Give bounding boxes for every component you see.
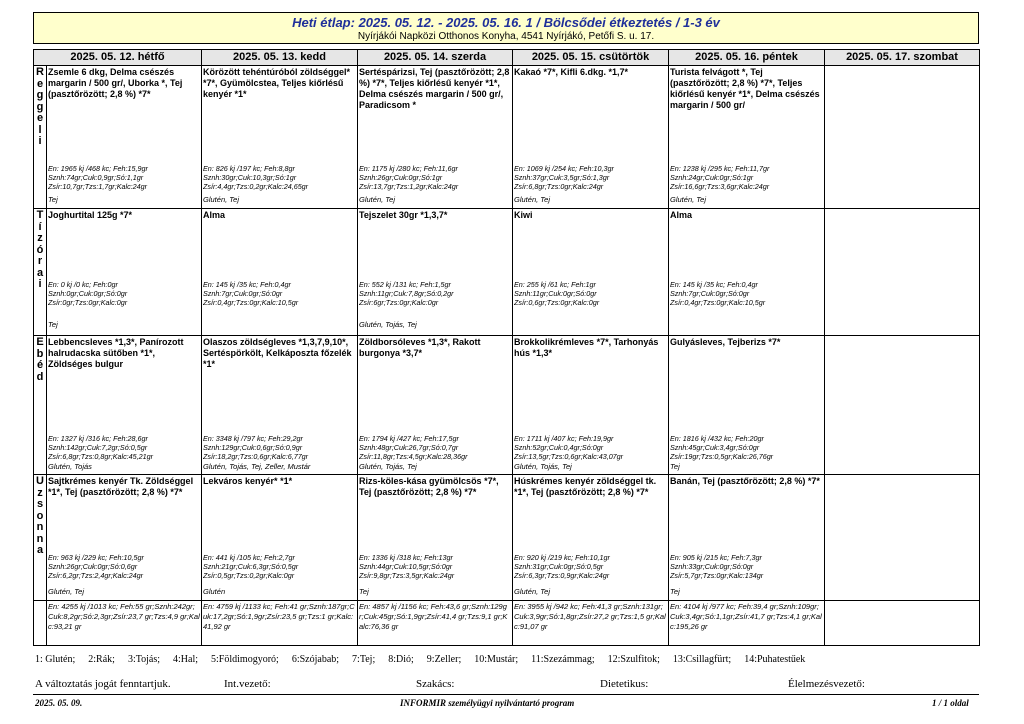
allergen-legend-item: 9:Zeller; xyxy=(426,654,462,665)
nutrition-line: Sznh:48gr;Cuk:26,7gr;Só:0,7gr xyxy=(359,443,459,452)
allergen-legend-item: 14:Puhatestűek xyxy=(744,654,806,665)
meal-label-letter: g xyxy=(36,89,44,101)
allergen-text: Tej xyxy=(48,320,58,329)
allergen-legend xyxy=(35,654,818,665)
nutrition-line: Sznh:33gr;Cuk:0gr;Só:0gr xyxy=(670,562,754,571)
nutrition-line: En: 1327 kj /316 kc; Feh:28,6gr xyxy=(48,434,148,443)
meal-label-letter: l xyxy=(38,123,42,136)
dish-text: Olaszos zöldségleves *1,3,7,9,10*, Sertéspörkölt, Kelkáposzta főzelék *1* xyxy=(203,337,352,369)
dish-text: Banán, Tej (pasztőrözött; 2,8 %) *7* xyxy=(670,476,820,486)
nutrition-line: Zsír:6gr;Tzs:0gr;Kalc:0gr xyxy=(359,298,439,307)
day-header: 2025. 05. 14. szerda xyxy=(358,50,513,66)
dish-text: Zsemle 6 dkg, Delma csészés margarin / 500 gr/, Uborka *, Tej (pasztőrözött; 2,8 %) *7* xyxy=(48,67,183,99)
daily-totals-row xyxy=(34,601,980,646)
menu-cell xyxy=(825,66,980,209)
menu-cell xyxy=(202,66,358,209)
dish-text: Lekváros kenyér* *1* xyxy=(203,476,293,486)
allergen-text: Glutén, Tej xyxy=(203,195,240,204)
menu-cell xyxy=(47,336,202,475)
nutrition-line: En: 1336 kj /318 kc; Feh:13gr xyxy=(359,553,453,562)
meal-label-letter: a xyxy=(36,544,44,556)
allergen-text: Glutén, Tojás, Tej xyxy=(359,462,417,471)
nutrition-line: En: 826 kj /197 kc; Feh:8,8gr xyxy=(203,164,295,173)
nutrition-line: En: 255 kj /61 kc; Feh:1gr xyxy=(514,280,596,289)
nutrition-line: En: 145 kj /35 kc; Feh:0,4gr xyxy=(670,280,758,289)
nutrition-line: En: 441 kj /105 kc; Feh:2,7gr xyxy=(203,553,295,562)
nutrition-line: Zsír:6,8gr;Tzs:0gr;Kalc:24gr xyxy=(514,182,604,191)
meal-label-letter: z xyxy=(37,232,43,244)
dish-text: Brokkolikrémleves *7*, Tarhonyás hús *1,3* xyxy=(514,337,659,358)
dish-text: Joghurtital 125g *7* xyxy=(48,210,133,220)
nutrition-line: En: 1175 kj /280 kc; Feh:11,6gr xyxy=(359,164,458,173)
nutrition-line: En: 3348 kj /797 kc; Feh:29,2gr xyxy=(203,434,303,443)
meal-label-letter: g xyxy=(36,100,44,113)
nutrition-line: Sznh:44gr;Cuk:10,5gr;Só:0gr xyxy=(359,562,453,571)
menu-cell xyxy=(513,336,669,475)
allergen-text: Glutén, Tej xyxy=(48,587,84,596)
allergen-legend-item: 1: Glutén; xyxy=(35,654,76,665)
nutrition-line: Sznh:11gr;Cuk:0gr;Só:0gr xyxy=(514,289,597,298)
menu-cell xyxy=(513,475,669,601)
nutrition-line: Sznh:30gr;Cuk:10,3gr;Só:1gr xyxy=(203,173,297,182)
dish-text: Körözött tehéntúróból zöldséggel* *7*, Gyümölcstea, Teljes kiőrlésű kenyér *1* xyxy=(203,67,351,99)
nutrition-line: Zsír:6,8gr;Tzs:0,8gr;Kalc:45,21gr xyxy=(48,452,154,461)
nutrition-line: Zsír:16,6gr;Tzs:3,6gr;Kalc:24gr xyxy=(670,182,770,191)
nutrition-line: Zsír:18,2gr;Tzs:0,6gr;Kalc:6,77gr xyxy=(203,452,309,461)
menu-cell xyxy=(358,475,513,601)
weekly-menu-table xyxy=(33,49,980,646)
nutrition-line: Sznh:129gr;Cuk:0,6gr;Só:0,9gr xyxy=(203,443,303,452)
allergen-text: Glutén, Tej xyxy=(514,195,551,204)
allergen-legend-item: 4:Hal; xyxy=(173,654,199,665)
nutrition-line: Zsír:19gr;Tzs:0,5gr;Kalc:26,76gr xyxy=(670,452,774,461)
nutrition-line: En: 552 kj /131 kc; Feh:1,5gr xyxy=(359,280,451,289)
menu-cell xyxy=(513,66,669,209)
nutrition-line: Sznh:31gr;Cuk:0gr;Só:0,5gr xyxy=(514,562,604,571)
meal-row xyxy=(34,475,980,601)
dish-text: Húskrémes kenyér zöldséggel tk. *1*, Tej (pasztőrözött; 2,8 %) *7* xyxy=(514,476,657,497)
allergen-legend-item: 6:Szójabab; xyxy=(291,654,340,665)
manager-signature-label: Int.vezető: xyxy=(224,678,271,690)
meal-label-letter: í xyxy=(38,220,42,233)
program-name: INFORMIR személyügyi nyilvántartó program xyxy=(400,698,575,708)
kitchen-address: Nyírjákói Napközi Otthonos Konyha, 4541 Nyírjákó, Petőfi S. u. 17. xyxy=(357,31,655,42)
dish-text: Rizs-köles-kása gyümölcsös *7*, Tej (pasztőrözött; 2,8 %) *7* xyxy=(359,476,499,497)
nutrition-line: Zsír:6,2gr;Tzs:2,4gr;Kalc:24gr xyxy=(48,571,144,580)
dish-text: Turista felvágott *, Tej (pasztőrözött; 2,8 %) *7*, Teljes kiőrlésű kenyér *1*, Delma csészés margarin / 500 gr/ xyxy=(670,67,820,110)
meal-row xyxy=(34,336,980,475)
meal-row xyxy=(34,209,980,336)
allergen-legend-item: 7:Tej; xyxy=(352,654,376,665)
meal-label-letter: ó xyxy=(36,243,44,256)
menu-cell xyxy=(669,475,825,601)
nutrition-line: En: 920 kj /219 kc; Feh:10,1gr xyxy=(514,553,610,562)
daily-total: En: 4255 kj /1013 kc; Feh:55 gr;Sznh:242gr;Cuk:8,2gr;Só:2,3gr;Zsír:23,7 gr;Tzs:4,9 gr;Kalc:93,21 gr xyxy=(47,601,202,646)
menu-cell xyxy=(47,209,202,336)
menu-cell xyxy=(47,66,202,209)
allergen-legend-item: 10:Mustár; xyxy=(474,654,519,665)
nutrition-line: Zsír:11,8gr;Tzs:4,5gr;Kalc:28,36gr xyxy=(359,452,468,461)
dish-text: Kakaó *7*, Kifli 6.dkg. *1,7* xyxy=(514,67,629,77)
daily-total xyxy=(825,601,980,646)
meal-label xyxy=(34,336,47,475)
nutrition-line: Sznh:37gr;Cuk:3,5gr;Só:1,3gr xyxy=(514,173,610,182)
nutrition-line: Zsír:0gr;Tzs:0gr;Kalc:0gr xyxy=(48,298,128,307)
meal-label-letter: d xyxy=(36,370,44,383)
meal-label-letter: i xyxy=(38,135,42,147)
allergen-legend-item: 8:Dió; xyxy=(388,654,414,665)
nutrition-line: Zsír:0,5gr;Tzs:0,2gr;Kalc:0gr xyxy=(203,571,295,580)
menu-header xyxy=(33,12,979,44)
nutrition-line: Zsír:13,7gr;Tzs:1,2gr;Kalc:24gr xyxy=(359,182,459,191)
nutrition-line: En: 963 kj /229 kc; Feh:10,5gr xyxy=(48,553,144,562)
nutrition-line: En: 1816 kj /432 kc; Feh:20gr xyxy=(670,434,764,443)
nutrition-line: Sznh:74gr;Cuk:0,9gr;Só:1,1gr xyxy=(48,173,144,182)
nutrition-line: Zsír:10,7gr;Tzs:1,7gr;Kalc:24gr xyxy=(48,182,148,191)
allergen-text: Tej xyxy=(670,462,680,471)
meal-label xyxy=(34,66,47,209)
nutrition-line: Zsír:0,4gr;Tzs:0gr;Kalc:10,5gr xyxy=(670,298,766,307)
nutrition-line: En: 1069 kj /254 kc; Feh:10,3gr xyxy=(514,164,614,173)
allergen-legend-item: 13:Csillagfürt; xyxy=(672,654,732,665)
allergen-text: Glutén, Tojás, Tej xyxy=(514,462,572,471)
meal-label-letter: R xyxy=(36,66,44,78)
dish-text: Alma xyxy=(203,210,226,220)
day-header-row xyxy=(34,50,980,66)
dish-text: Alma xyxy=(670,210,693,220)
menu-cell xyxy=(47,475,202,601)
nutrition-line: Sznh:0gr;Cuk:0gr;Só:0gr xyxy=(48,289,128,298)
dish-text: Sajtkrémes kenyér Tk. Zöldséggel *1*, Tej (pasztőrözött; 2,8 %) *7* xyxy=(48,476,194,497)
allergen-text: Glutén, Tej xyxy=(514,587,551,596)
meal-label-letter: e xyxy=(36,112,44,124)
nutrition-line: Zsír:0,6gr;Tzs:0gr;Kalc:0gr xyxy=(514,298,600,307)
meal-label-letter: i xyxy=(38,278,42,290)
menu-cell xyxy=(669,66,825,209)
menu-cell xyxy=(202,475,358,601)
daily-total: En: 4104 kj /977 kc; Feh:39,4 gr;Sznh:109gr;Cuk:3,4gr;Só:1,1gr;Zsír:41,7 gr;Tzs:4,1 gr;Kalc:195,26 gr xyxy=(669,601,825,646)
allergen-text: Tej xyxy=(670,587,680,596)
daily-total: En: 4759 kj /1133 kc; Feh:41 gr;Sznh:187gr;Cuk:17,2gr;Só:1,9gr;Zsír:23,5 gr;Tzs:1 gr;Kalc:41,92 gr xyxy=(202,601,358,646)
day-header: 2025. 05. 13. kedd xyxy=(202,50,358,66)
allergen-text: Glutén, Tej xyxy=(670,195,707,204)
meal-label xyxy=(34,209,47,336)
allergen-legend-item: 11:Szezámmag; xyxy=(531,654,595,665)
day-header: 2025. 05. 16. péntek xyxy=(669,50,825,66)
allergen-text: Glutén, Tojás xyxy=(48,462,92,471)
meal-label-letter: n xyxy=(36,521,44,533)
day-header: 2025. 05. 15. csütörtök xyxy=(513,50,669,66)
dish-text: Tejszelet 30gr *1,3,7* xyxy=(359,210,448,220)
nutrition-line: Sznh:24gr;Cuk:0gr;Só:1gr xyxy=(670,173,754,182)
nutrition-line: Sznh:21gr;Cuk:6,3gr;Só:0,5gr xyxy=(203,562,299,571)
nutrition-line: En: 1238 kj /295 kc; Feh:11,7gr xyxy=(670,164,770,173)
page-title: Heti étlap: 2025. 05. 12. - 2025. 05. 16. 1 / Bölcsődei étkeztetés / 1-3 év xyxy=(292,15,720,30)
meal-label-letter: E xyxy=(36,336,44,348)
chef-signature-label: Szakács: xyxy=(416,678,455,690)
day-header: 2025. 05. 17. szombat xyxy=(825,50,980,66)
nutrition-line: En: 0 kj /0 kc; Feh:0gr xyxy=(48,280,118,289)
menu-cell xyxy=(358,66,513,209)
dish-text: Lebbencsleves *1,3*, Panírozott halrudacska sütőben *1*, Zöldséges bulgur xyxy=(48,337,184,369)
dish-text: Gulyásleves, Tejberizs *7* xyxy=(670,337,781,347)
nutrition-line: Sznh:52gr;Cuk:0,4gr;Só:0gr xyxy=(514,443,604,452)
day-header: 2025. 05. 12. hétfő xyxy=(34,50,202,66)
footer-divider xyxy=(33,694,979,695)
nutrition-line: Sznh:7gr;Cuk:0gr;Só:0gr xyxy=(203,289,283,298)
menu-cell xyxy=(358,336,513,475)
nutrition-line: Zsír:4,4gr;Tzs:0,2gr;Kalc:24,65gr xyxy=(203,182,309,191)
nutrition-line: Sznh:45gr;Cuk:3,4gr;Só:0gr xyxy=(670,443,760,452)
meal-label-letter: r xyxy=(37,255,43,267)
meal-label-letter: T xyxy=(36,209,44,221)
allergen-text: Tej xyxy=(359,587,369,596)
nutrition-line: Sznh:26gr;Cuk:0gr;Só:0,6gr xyxy=(48,562,138,571)
totals-label-cell xyxy=(34,601,47,646)
meal-label-letter: n xyxy=(36,532,44,545)
allergen-text: Glutén, Tojás, Tej xyxy=(359,320,417,329)
meal-label-letter: e xyxy=(36,77,44,90)
menu-cell xyxy=(358,209,513,336)
allergen-text: Glutén, Tojás, Tej, Zeller, Mustár xyxy=(203,462,311,471)
meal-label xyxy=(34,475,47,601)
nutrition-line: En: 1794 kj /427 kc; Feh:17,5gr xyxy=(359,434,459,443)
print-date: 2025. 05. 09. xyxy=(35,698,83,708)
menu-cell xyxy=(669,336,825,475)
menu-cell xyxy=(825,209,980,336)
nutrition-line: En: 1965 kj /468 kc; Feh:15,9gr xyxy=(48,164,148,173)
nutrition-line: Sznh:7gr;Cuk:0gr;Só:0gr xyxy=(670,289,750,298)
page-number: 1 / 1 oldal xyxy=(932,698,969,708)
nutrition-line: En: 145 kj /35 kc; Feh:0,4gr xyxy=(203,280,291,289)
rights-note: A változtatás jogát fenntartjuk. xyxy=(35,678,171,690)
nutrition-line: Sznh:11gr;Cuk:7,8gr;Só:0,2gr xyxy=(359,289,454,298)
menu-cell xyxy=(669,209,825,336)
nutrition-line: Zsír:5,7gr;Tzs:0gr;Kalc:134gr xyxy=(670,571,764,580)
allergen-legend-item: 5:Földimogyoró; xyxy=(211,654,279,665)
allergen-text: Glutén, Tej xyxy=(359,195,396,204)
menu-cell xyxy=(513,209,669,336)
daily-total: En: 4857 kj /1156 kc; Feh:43,6 gr;Sznh:129gr;Cuk:45gr;Só:1,9gr;Zsír:41,4 gr;Tzs:9,1 gr;Kalc:76,36 gr xyxy=(358,601,513,646)
dietitian-signature-label: Dietetikus: xyxy=(600,678,649,690)
menu-cell xyxy=(825,336,980,475)
nutrition-line: Sznh:142gr;Cuk:7,2gr;Só:0,5gr xyxy=(48,443,148,452)
meal-label-letter: b xyxy=(36,347,44,360)
nutrition-line: Zsír:9,8gr;Tzs:3,5gr;Kalc:24gr xyxy=(359,571,455,580)
meal-label-letter: o xyxy=(36,509,44,522)
allergen-text: Glutén xyxy=(203,587,226,596)
meal-label-letter: z xyxy=(37,486,43,499)
meal-label-letter: é xyxy=(36,359,44,371)
allergen-legend-item: 2:Rák; xyxy=(88,654,115,665)
nutrition-line: Zsír:0,4gr;Tzs:0gr;Kalc:10,5gr xyxy=(203,298,299,307)
dish-text: Zöldborsóleves *1,3*, Rakott burgonya *3,7* xyxy=(359,337,481,358)
allergen-text: Tej xyxy=(48,195,58,204)
nutrition-line: Zsír:13,5gr;Tzs:0,6gr;Kalc:43,07gr xyxy=(514,452,624,461)
nutrition-line: En: 1711 kj /407 kc; Feh:19,9gr xyxy=(514,434,614,443)
dish-text: Sertéspárizsi, Tej (pasztőrözött; 2,8 %) *7*, Teljes kiőrlésű kenyér *1*, Delma csészés margarin / 500 gr/, Paradicsom * xyxy=(359,67,510,110)
meal-label-letter: s xyxy=(36,498,44,510)
dish-text: Kiwi xyxy=(514,210,533,220)
menu-cell xyxy=(825,475,980,601)
meal-label-letter: U xyxy=(36,475,44,487)
nutrition-line: Sznh:26gr;Cuk:0gr;Só:1gr xyxy=(359,173,443,182)
meal-label-letter: a xyxy=(36,266,44,279)
meal-row xyxy=(34,66,980,209)
nutrition-line: Zsír:6,3gr;Tzs:0,9gr;Kalc:24gr xyxy=(514,571,610,580)
allergen-legend-item: 3:Tojás; xyxy=(127,654,161,665)
food-manager-signature-label: Élelmezésvezető: xyxy=(788,678,865,690)
nutrition-line: En: 905 kj /215 kc; Feh:7,3gr xyxy=(670,553,762,562)
menu-cell xyxy=(202,336,358,475)
menu-cell xyxy=(202,209,358,336)
daily-total: En: 3955 kj /942 kc; Feh:41,3 gr;Sznh:131gr;Cuk:3,9gr;Só:1,8gr;Zsír:27,2 gr;Tzs:1,5 gr;Kalc:91,07 gr xyxy=(513,601,669,646)
allergen-legend-item: 12:Szulfitok; xyxy=(607,654,660,665)
